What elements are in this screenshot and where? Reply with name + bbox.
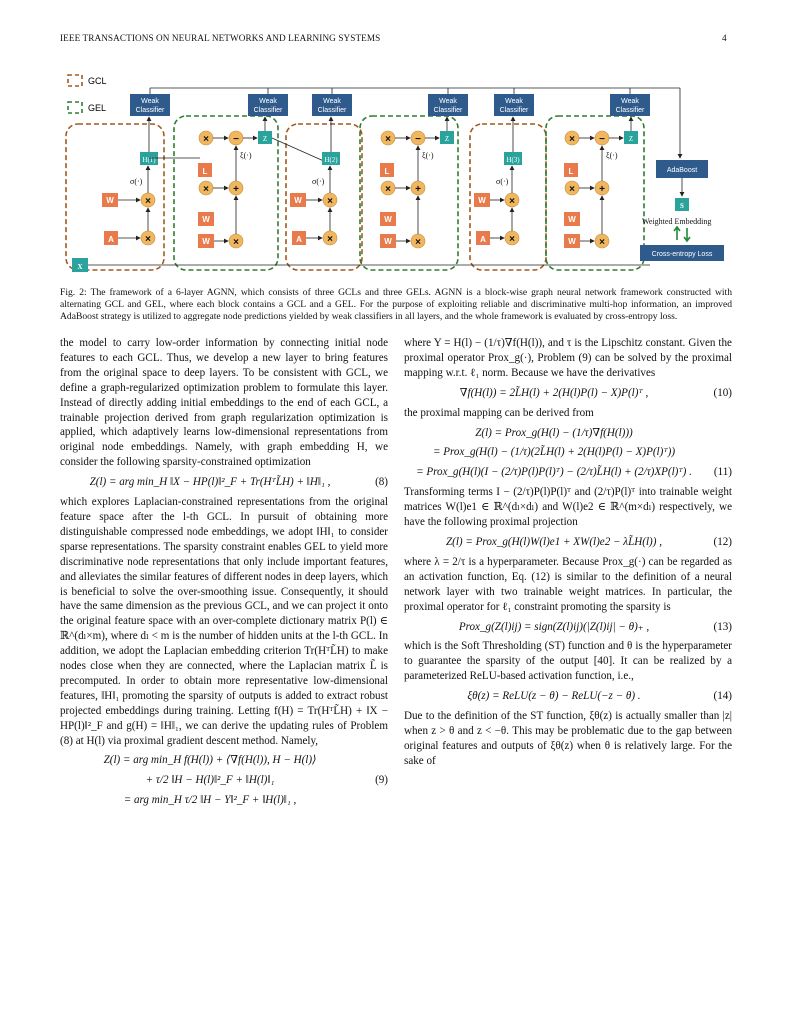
sigma-2: σ(·) — [312, 177, 325, 186]
svg-text:Cross-entropy Loss: Cross-entropy Loss — [651, 251, 713, 258]
svg-text:W: W — [202, 237, 210, 246]
svg-text:×: × — [327, 196, 333, 207]
right-paragraph-5: which is the Soft Thresholding (ST) function and θ is the hyperparameter to guarantee the sparsity of the output [40]. It can be realized by a parameterized ReLU-based activation function, i.e., — [404, 640, 732, 683]
svg-text:L: L — [384, 167, 390, 176]
mult-op-4c — [411, 234, 425, 248]
svg-text:×: × — [145, 234, 151, 245]
weak-classifier-2 — [248, 94, 288, 116]
agnn-framework-figure — [60, 62, 740, 284]
svg-text:Classifier: Classifier — [135, 107, 165, 114]
svg-text:L: L — [568, 167, 574, 176]
svg-text:W: W — [384, 215, 392, 224]
z2-node — [440, 131, 454, 144]
w-node-2a — [290, 193, 306, 207]
right-paragraph-1: where Y = H(l) − (1/τ)∇f(H(l)), and τ is the Lipschitz constant. Given the proximal operator Prox_g(·), Problem (9) can be solved by the proximal mapping w.r.t. ℓ₁ norm. Because we have the derivatives — [404, 337, 732, 379]
z3-node — [624, 131, 638, 144]
svg-text:×: × — [385, 134, 391, 145]
svg-text:W: W — [106, 196, 114, 205]
mult-op-4a — [381, 131, 395, 145]
plus-op-1 — [229, 181, 243, 195]
svg-text:×: × — [145, 196, 151, 207]
svg-text:×: × — [569, 184, 575, 195]
h1-node — [140, 152, 158, 165]
weak-classifier-1 — [130, 94, 170, 116]
equation-11a: Z(l) = Prox_g(H(l) − (1/τ)∇f(H(l))) — [475, 426, 633, 439]
gel-legend-icon — [68, 102, 82, 113]
left-paragraph-2: which explores Laplacian-constrained representations from the original feature space after the l-th GCL. In pursuit of obtaining more distinguishable compressed node embeddings, we adopt ‖H‖₁ to consider sparse representations. The sparsity constraint enables GEL to yield more discriminative node representations that only include important features, and alleviates the similar features of different nodes in deep layers, which is beneficial to solve the over-smoothing issue. Consequently, it should have the same dimension as the previous GCL, and we can project it onto the original feature space with an over-complete dictionary matrix P(l) ∈ ℝ^(dₗ×m), where dₗ < m is the number of hidden units at the l-th GCL. In addition, we adopt the Laplacian embedding criterion Tr(HᵀL̃H) to make nodes close when they are connected, where the Laplacian matrix L̃ is precomputed. In order to obtain more representative low-dimensional features, ‖H‖₁ promoting the sparsity of outputs is added to extract robust projected embeddings during training. Letting f(H) = Tr(HᵀL̃H) + ‖X − HP(l)‖²_F and g(H) = ‖H‖₁, we can derive the updating rules of Problem (8) at H(l) via proximal gradient descent method. Namely, — [60, 496, 388, 747]
right-paragraph-2: the proximal mapping can be derived from — [404, 406, 594, 419]
a-node-3 — [476, 231, 490, 245]
a-node-2 — [292, 231, 306, 245]
l-node-2 — [380, 163, 394, 177]
svg-text:S: S — [680, 202, 684, 210]
cross-entropy-loss-box — [640, 245, 724, 261]
mult-op-6a — [565, 131, 579, 145]
svg-text:Classifier: Classifier — [253, 107, 283, 114]
svg-text:+: + — [599, 184, 605, 195]
svg-text:W: W — [568, 237, 576, 246]
mult-op-6b — [565, 181, 579, 195]
svg-text:Z: Z — [444, 135, 450, 143]
right-paragraph-6: Due to the definition of the ST function, ξθ(z) is actually smaller than |z| when z > θ and z < −θ. This may be problematic due to the gap between original features and outputs of ξθ(z) when θ is relatively large. For the sake of — [404, 710, 732, 767]
svg-text:Z: Z — [262, 135, 268, 143]
equation-12: Z(l) = Prox_g(H(l)W(l)e1 + XW(l)e2 − λL̃H(l)) , (12) — [445, 535, 732, 548]
svg-text:AdaBoost: AdaBoost — [666, 167, 698, 174]
adaboost-box — [656, 160, 708, 178]
right-paragraph-3: Transforming terms I − (2/τ)P(l)P(l)ᵀ and (2/τ)P(l)ᵀ into trainable weight matrices W(l)e1 ∈ ℝ^(dₗ×dₗ) and W(l)e2 ∈ ℝ^(m×dₗ) respectively, we have the following proximal projection — [404, 486, 732, 529]
a-node-1 — [104, 231, 118, 245]
svg-text:×: × — [415, 237, 421, 248]
sigma-3: σ(·) — [496, 177, 509, 186]
left-column — [60, 336, 388, 813]
mult-op-6c — [595, 234, 609, 248]
svg-text:×: × — [203, 184, 209, 195]
svg-text:A: A — [480, 235, 486, 244]
w-node-2b — [380, 212, 396, 226]
equation-11b: = Prox_g(H(l) − (1/τ)(2L̃H(l) + 2(H(l)P(l) − X)P(l)ᵀ)) — [432, 446, 676, 459]
mult-op-1b — [141, 231, 155, 245]
svg-text:Z: Z — [628, 135, 634, 143]
svg-text:W: W — [202, 215, 210, 224]
right-column — [404, 336, 732, 769]
w-node-3a — [474, 193, 490, 207]
svg-text:Weak: Weak — [505, 98, 523, 105]
svg-text:Classifier: Classifier — [499, 107, 529, 114]
left-paragraph-1: the model to carry low-order information by connecting initial node features to each GCL. Thus, we develop a new layer to bring features from the original space to deep layers. To be consistent with GCL, we define a graph-regularized optimization problem to formulate this layer. Instead of directly adding initial embeddings to the end of each GCL, a trainable projection derived from graph regularization optimization is applied, which adaptively learns low-dimensional representations from original node embeddings. Namely, with graph embedding H, we consider the following sparsity-constrained optimization — [60, 337, 388, 469]
mult-op-5 — [505, 193, 519, 207]
equation-13: Prox_g(Z(l)ij) = sign(Z(l)ij)(|Z(l)ij| − θ)₊ , (13) — [458, 620, 732, 633]
svg-text:−: − — [233, 134, 239, 145]
weak-classifier-5 — [494, 94, 534, 116]
equation-8: Z(l) = arg min_H ‖X − HP(l)‖²_F + Tr(HᵀL̃H) + ‖H‖₁ , (8) — [89, 476, 388, 489]
mult-op-1 — [141, 193, 155, 207]
w-node-3b — [564, 212, 580, 226]
mult-op-3 — [323, 193, 337, 207]
equation-9a: Z(l) = arg min_H f(H(l)) + ⟨∇f(H(l)), H − H(l)⟩ — [103, 754, 317, 767]
svg-text:H(3): H(3) — [506, 156, 520, 164]
mult-op-2b — [199, 181, 213, 195]
svg-text:Weak: Weak — [259, 98, 277, 105]
svg-text:W: W — [384, 237, 392, 246]
svg-text:×: × — [569, 134, 575, 145]
minus-op-1 — [229, 131, 243, 145]
weak-classifier-6 — [610, 94, 650, 116]
plus-op-3 — [595, 181, 609, 195]
mult-op-2a — [199, 131, 213, 145]
svg-text:+: + — [415, 184, 421, 195]
svg-text:Weak: Weak — [439, 98, 457, 105]
svg-text:Classifier: Classifier — [317, 107, 347, 114]
svg-text:A: A — [108, 235, 114, 244]
svg-text:×: × — [599, 237, 605, 248]
svg-text:L: L — [202, 167, 208, 176]
equation-11c: = Prox_g(H(l)(I − (2/τ)P(l)P(l)ᵀ) − (2/τ)L̃H(l) + (2/τ)XP(l)ᵀ) . (11) — [416, 466, 732, 479]
legend-gcl: GCL — [88, 76, 107, 86]
minus-op-3 — [595, 131, 609, 145]
svg-text:Classifier: Classifier — [433, 107, 463, 114]
svg-text:Classifier: Classifier — [615, 107, 645, 114]
svg-text:W: W — [568, 215, 576, 224]
weak-classifier-3 — [312, 94, 352, 116]
equation-9b: + τ/2 ‖H − H(l)‖²_F + ‖H(l)‖₁ (9) — [145, 774, 388, 787]
equation-10: ∇f(H(l)) = 2L̃H(l) + 2(H(l)P(l) − X)P(l)ᵀ , (10) — [459, 386, 732, 399]
svg-text:−: − — [599, 134, 605, 145]
weighted-embedding-label: Weighted Embedding — [642, 217, 712, 226]
x-input-node — [72, 258, 88, 272]
w-node-1a — [102, 193, 118, 207]
svg-text:Weak: Weak — [323, 98, 341, 105]
svg-text:×: × — [509, 196, 515, 207]
svg-text:Weak: Weak — [621, 98, 639, 105]
svg-text:×: × — [233, 237, 239, 248]
weak-classifier-4 — [428, 94, 468, 116]
xi-2: ξ(·) — [422, 151, 434, 160]
gcl-legend-icon — [68, 75, 82, 86]
equation-9c: = arg min_H τ/2 ‖H − Y‖²_F + ‖H(l)‖₁ , — [123, 794, 297, 807]
w-node-3c — [564, 234, 580, 248]
plus-op-2 — [411, 181, 425, 195]
svg-text:×: × — [385, 184, 391, 195]
svg-text:×: × — [327, 234, 333, 245]
svg-text:−: − — [415, 134, 421, 145]
w-node-2c — [380, 234, 396, 248]
h2-node — [322, 152, 340, 165]
svg-text:Weak: Weak — [141, 98, 159, 105]
svg-text:X: X — [77, 263, 83, 271]
svg-text:H(1): H(1) — [142, 156, 156, 164]
svg-text:+: + — [233, 184, 239, 195]
w-node-1c — [198, 234, 214, 248]
svg-text:×: × — [509, 234, 515, 245]
mult-op-2c — [229, 234, 243, 248]
svg-text:H(2): H(2) — [324, 156, 338, 164]
w-node-1b — [198, 212, 214, 226]
minus-op-2 — [411, 131, 425, 145]
svg-text:W: W — [478, 196, 486, 205]
l-node-1 — [198, 163, 212, 177]
z1-node — [258, 131, 272, 144]
sigma-1: σ(·) — [130, 177, 143, 186]
xi-1: ξ(·) — [240, 151, 252, 160]
xi-3: ξ(·) — [606, 151, 618, 160]
figure-caption: Fig. 2: The framework of a 6-layer AGNN, which consists of three GCLs and three GELs. AGNN is a block-wise graph neural network framework constructed with alternating GCL and GEL, where each block contains a GCL and a GEL. For the purpose of exploiting reliable and discriminative multi-hop information, an improved AdaBoost strategy is utilized to aggregate node predictions yielded by weak classifiers in all layers, and the whole framework is evaluated by cross-entropy loss. — [60, 287, 732, 322]
svg-text:×: × — [203, 134, 209, 145]
down-arrow-icon — [684, 228, 690, 241]
h3-node — [504, 152, 522, 165]
mult-op-3b — [323, 231, 337, 245]
mult-op-4b — [381, 181, 395, 195]
right-paragraph-4: where λ = 2/τ is a hyperparameter. Because Prox_g(·) can be regarded as an activation function, Eq. (12) is similar to the definition of a neural network layer with two trainable weight matrices. In particular, the proximal operator for ℓ₁ constraint promoting the sparsity is — [404, 555, 732, 613]
up-arrow-icon — [674, 227, 680, 240]
s-node — [675, 198, 689, 211]
legend-gel: GEL — [88, 103, 107, 113]
svg-text:A: A — [296, 235, 302, 244]
page-number: 4 — [722, 33, 727, 43]
l-node-3 — [564, 163, 578, 177]
mult-op-5b — [505, 231, 519, 245]
equation-14: ξθ(z) = ReLU(z − θ) − ReLU(−z − θ) . (14) — [467, 690, 732, 703]
svg-text:W: W — [294, 196, 302, 205]
running-header: IEEE TRANSACTIONS ON NEURAL NETWORKS AND LEARNING SYSTEMS — [60, 33, 381, 43]
